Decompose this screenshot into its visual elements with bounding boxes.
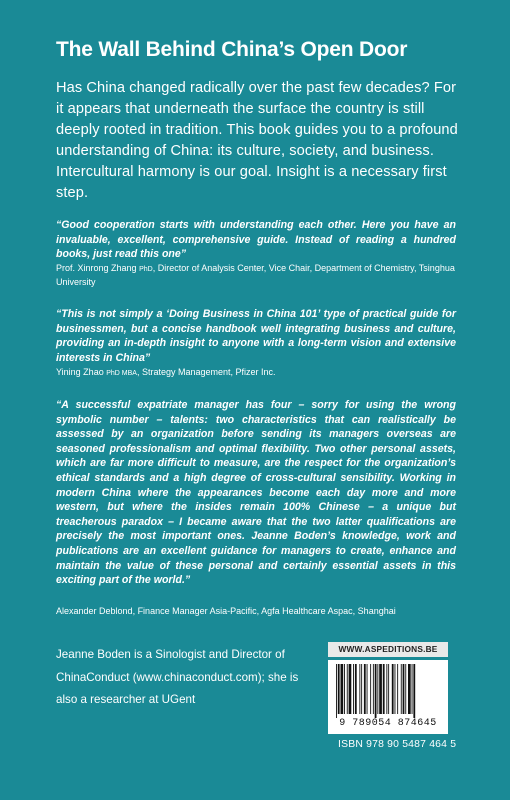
endorser-degree: PhD: [139, 266, 153, 273]
barcode-bar: [361, 664, 362, 714]
barcode-bar: [336, 664, 337, 718]
endorser-role: , Director of Analysis Center, Vice Chair, Department of Chemistry, Tsinghua University: [56, 263, 455, 287]
barcode-bar: [397, 664, 398, 714]
barcode-bar: [341, 664, 344, 714]
endorser-name: Alexander Deblond: [56, 606, 133, 616]
endorser-name: Prof. Xinrong Zhang: [56, 263, 137, 273]
barcode-bar: [388, 664, 389, 714]
barcode-bar: [386, 664, 387, 714]
barcode-bar: [408, 664, 411, 714]
barcode-bar: [355, 664, 357, 714]
endorser-role: , Finance Manager Asia-Pacific, Agfa Healthcare Aspac, Shanghai: [132, 606, 396, 616]
barcode-bar: [412, 664, 413, 714]
barcode-bar: [392, 664, 394, 714]
barcode-bar: [349, 664, 352, 714]
author-bio: Jeanne Boden is a Sinologist and Director of ChinaConduct (www.chinaconduct.com); she is also a researcher at UGent: [56, 648, 299, 706]
isbn-number: ISBN 978 90 5487 464 5: [338, 739, 457, 750]
barcode-bar: [373, 664, 374, 714]
book-title: The Wall Behind China’s Open Door: [56, 38, 408, 61]
barcode-bar: [359, 664, 360, 714]
barcode-bar: [395, 664, 396, 714]
intro-paragraph: Has China changed radically over the past few decades? For it appears that underneath the surface the country is still deeply rooted in tradition. This book guides you to a profound understanding of China: its culture, society, and business. Intercultural harmony is our goal. Insight is a necessary first step.: [56, 80, 458, 201]
endorsement-attribution-3: [56, 605, 466, 618]
barcode-bar: [375, 664, 377, 718]
barcode-bar: [401, 664, 402, 714]
barcode-bar: [364, 664, 366, 714]
barcode-bar: [338, 664, 340, 714]
barcode-bar: [377, 664, 378, 714]
barcode-bar: [347, 664, 348, 714]
barcode-digits: 9 789054 874645: [339, 718, 437, 729]
barcode-bar: [353, 664, 354, 714]
endorsement-quote-2: “This is not simply a ‘Doing Business in China 101’ type of practical guide for businessmen, but a concise handbook well integrating business and culture, providing an in-depth insight to anyone with a long-term vision and extensive interests in China”: [56, 308, 456, 364]
endorser-role: , Strategy Management, Pfizer Inc.: [136, 367, 276, 377]
endorser-degree: PhD MBA: [106, 370, 137, 377]
barcode-bar: [367, 664, 368, 714]
endorser-name: Yining Zhao: [56, 367, 104, 377]
barcode-bar: [379, 664, 382, 714]
endorsement-attribution-1: [56, 262, 466, 289]
endorsement-quote-3: “A successful expatriate manager has four – sorry for using the wrong symbolic number – talents: two characteristics that can realistically be assessed by an organization before sending its managers overseas are seasoned professionalism and optimal flexibility. Two other personal assets, which are far more difficult to measure, are the respect for the organization’s ethical standards and a high degree of cross-cultural sensibility. Working in modern China where the appearances become each day more and more western, but where the insides remain 100% Chinese – a unique but treacherous paradox – I became aware that the two latter qualifications are precisely the most important ones. Jeanne Boden’s knowledge, work and publications are an excellent guidance for managers to create, enhance and maintain the value of these personal and certainly essential assets in this exciting part of the world.”: [56, 399, 456, 587]
barcode-bar: [413, 664, 415, 718]
endorsement-quote-1: “Good cooperation starts with understanding each other. Here you have an invaluable, excellent, comprehensive guide. Instead of reading a hundred books, just read this one”: [56, 219, 456, 261]
barcode-bar: [403, 664, 405, 714]
endorsement-attribution-2: [56, 366, 466, 380]
barcode: [328, 660, 448, 734]
barcode-bar: [370, 664, 371, 714]
barcode-bar: [383, 664, 385, 714]
barcode-bar: [405, 664, 406, 714]
barcode-bar: [344, 664, 345, 714]
publisher-url: WWW.ASPEDITIONS.BE: [328, 642, 448, 657]
